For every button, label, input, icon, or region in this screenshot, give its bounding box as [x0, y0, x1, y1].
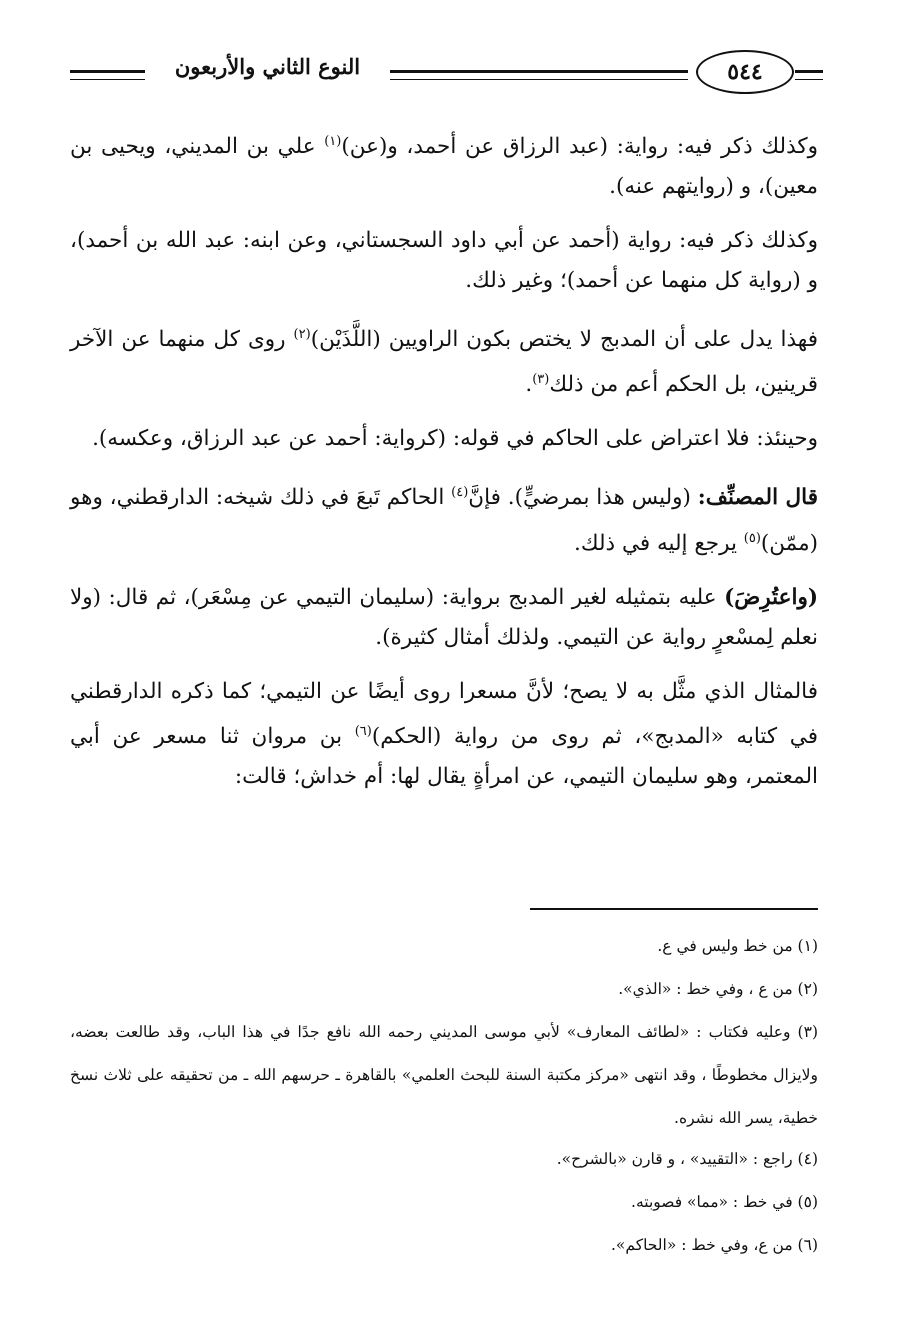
paragraph: قال المصنِّف: (وليس هذا بمرضيٍّ). فإنَّ$^{(٤)}$ الحاكم تَبعَ في ذلك شيخه: الدارقطني، وهو (ممّن)$^{(٥)}$ يرجع إليه في ذلك.: [70, 485, 819, 556]
footnote: (٥) في خط : «مما» فصوبته.: [631, 1193, 818, 1211]
paragraph: وكذلك ذكر فيه: رواية (أحمد عن أبي داود السجستاني، وعن ابنه: عبد الله بن أحمد)، و (رواية كل منهما عن أحمد)؛ وغير ذلك.: [70, 228, 818, 294]
footnote: (٦) من ع، وفي خط : «الحاكم».: [610, 1236, 818, 1254]
footnote: (٣) وعليه فكتاب : «لطائف المعارف» لأبي موسى المديني رحمه الله نافع جدًا في هذا الباب، وقد طالعت بعضه، ولايزال مخطوطًا ، وقد انتهى «مركز مكتبة السنة للبحث العلمي» بالقاهرة ـ حرسهم الله ـ من تحقيقه على ثلاث نسخ خطية، يسر الله نشره.: [70, 1023, 818, 1127]
footnote-separator: [530, 908, 818, 910]
header-rule-middle: [390, 70, 688, 80]
header-rule-right: [795, 70, 823, 80]
footnote-ref[interactable]: (٦): [354, 723, 372, 739]
paragraph: (واعتُرِضَ) عليه بتمثيله لغير المدبج برواية: (سليمان التيمي عن مِسْعَر)، ثم قال: (ولا نعلم لِمسْعرٍ رواية عن التيمي. ولذلك أمثال كثيرة).: [70, 584, 818, 650]
paragraph-lead: (واعتُرِضَ): [724, 584, 818, 610]
main-text: [70, 122, 818, 811]
footnote-ref[interactable]: (٤): [451, 485, 469, 501]
footnote-ref[interactable]: (٣): [532, 372, 550, 388]
footnote-ref[interactable]: (٢): [293, 327, 311, 343]
footnote: (٤) راجع : «التقييد» ، و قارن «بالشرح».: [556, 1150, 818, 1168]
page-number-oval: [696, 50, 794, 94]
paragraph: فهذا يدل على أن المدبج لا يختص بكون الراويين (اللَّذَيْن)$^{(٢)}$ روى كل منهما عن الآخر قرينين، بل الحكم أعم من ذلك$^{(٣)}$.: [70, 327, 818, 398]
header-rule-left: [70, 70, 145, 80]
footnote-ref[interactable]: (١): [324, 134, 342, 149]
paragraph: فالمثال الذي مثَّل به لا يصح؛ لأنَّ مسعرا روى أيضًا عن التيمي؛ كما ذكره الدارقطني في كتابه «المدبج»، ثم روى من رواية (الحكم)$^{(٦)}$ بن مروان ثنا مسعر عن أبي المعتمر، وهو سليمان التيمي، عن امرأةٍ يقال لها: أم خداش؛ قالت:: [70, 678, 818, 789]
paragraph-lead: قال المصنِّف:: [697, 485, 819, 511]
footnotes: [70, 935, 818, 1277]
paragraph: وكذلك ذكر فيه: رواية: (عبد الرزاق عن أحمد، و(عن)$^{(١)}$ علي بن المديني، ويحيى بن معين)، و (روايتهم عنه).: [70, 134, 818, 200]
running-title: النوع الثاني والأربعون: [174, 54, 361, 79]
page-header: [60, 48, 830, 100]
footnote-ref[interactable]: (٥): [743, 530, 761, 546]
footnote: (١) من خط وليس في ع.: [657, 937, 818, 955]
paragraph: وحينئذ: فلا اعتراض على الحاكم في قوله: (كرواية: أحمد عن عبد الرزاق، وعكسه).: [92, 426, 818, 452]
footnote: (٢) من ع ، وفي خط : «الذي».: [618, 980, 818, 998]
page-number: ٥٤٤: [727, 59, 763, 85]
